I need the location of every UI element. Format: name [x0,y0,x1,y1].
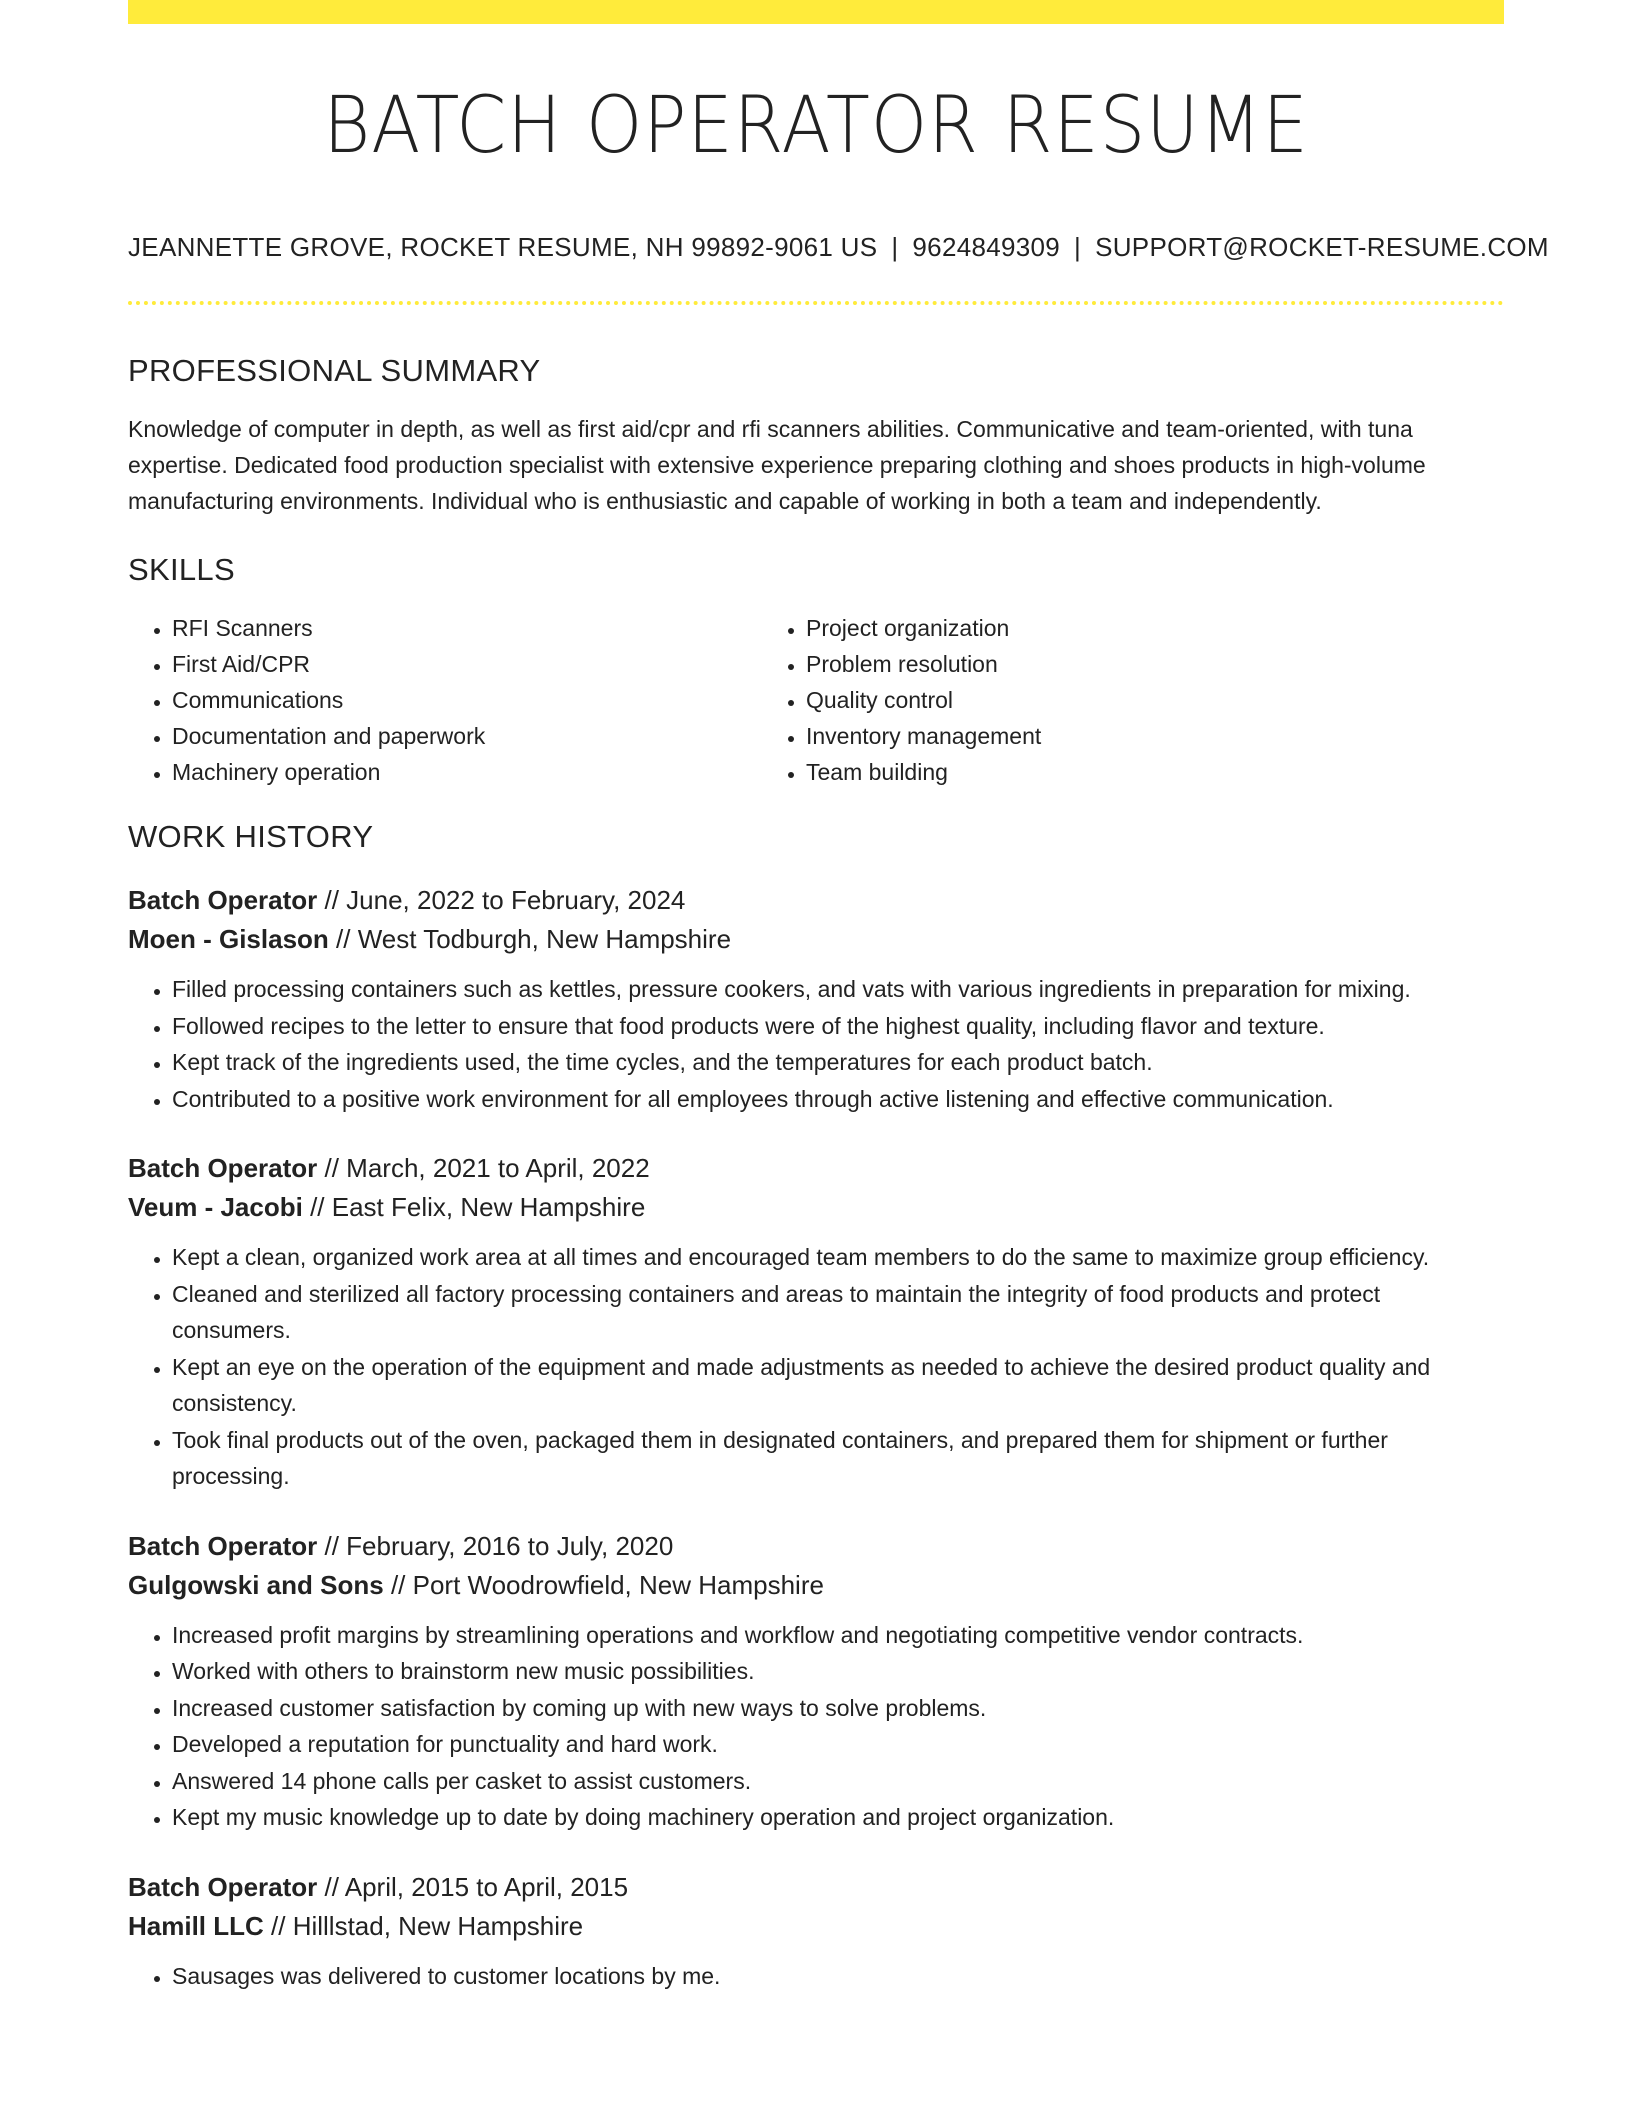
job-bullets [128,971,1504,1117]
job-title: Batch Operator [128,1871,318,1902]
summary-text: Knowledge of computer in depth, as well as first aid/cpr and rfi scanners abilities. Communicative and team-oriented, with tuna expertise. Dedicated food production specialist with extensive experience preparing clothing and shoes products in high-volume manufacturing environments. Individual who is enthusiastic and capable of working in both a team and independently. [128,415,1426,514]
job-entry [128,1149,1504,1495]
contact-address: JEANNETTE GROVE, ROCKET RESUME, NH 99892-9061 US [128,231,878,262]
job-dates: // March, 2021 to April, 2022 [324,1153,650,1184]
skill-item: • Team building [806,754,1396,790]
job-company-line [128,1566,1504,1605]
job-bullet: • Took final products out of the oven, packaged them in designated containers, and prepared them for shipment or further processing. [172,1422,1504,1495]
job-bullet: • Kept an eye on the operation of the equipment and made adjustments as needed to achieve the desired product quality and consistency. [172,1349,1504,1422]
job-bullet: • Contributed to a positive work environment for all employees through active listening and effective communication. [172,1081,1504,1118]
skill-item: • First Aid/CPR [172,646,762,682]
summary-heading: PROFESSIONAL SUMMARY [128,352,541,388]
job-entry [128,1868,1504,1995]
job-bullet: • Kept my music knowledge up to date by doing machinery operation and project organization. [172,1799,1504,1836]
job-company: Hamill LLC [128,1910,264,1941]
job-company: Moen - Gislason [128,924,329,955]
job-bullet: • Developed a reputation for punctuality and hard work. [172,1726,1504,1763]
job-bullet: • Kept track of the ingredients used, the time cycles, and the temperatures for each product batch. [172,1044,1504,1081]
job-bullet: • Filled processing containers such as kettles, pressure cookers, and vats with various ingredients in preparation for mixing. [172,971,1504,1008]
contact-phone: 9624849309 [912,231,1061,262]
skill-item: • Documentation and paperwork [172,718,762,754]
job-bullet: • Answered 14 phone calls per casket to assist customers. [172,1763,1504,1800]
job-location: // Port Woodrowfield, New Hampshire [390,1569,824,1600]
job-company-line [128,1188,1504,1227]
skill-item: • Quality control [806,682,1396,718]
job-bullet: • Cleaned and sterilized all factory processing containers and areas to maintain the integrity of food products and protect consumers. [172,1276,1504,1349]
job-company: Veum - Jacobi [128,1192,303,1223]
contact-email: SUPPORT@ROCKET-RESUME.COM [1095,231,1549,262]
skills-column-left [128,610,762,790]
job-dates: // April, 2015 to April, 2015 [324,1871,629,1902]
job-dates: // June, 2022 to February, 2024 [324,885,686,916]
job-location: // West Todburgh, New Hampshire [336,924,732,955]
job-company-line [128,1907,1504,1946]
job-bullets [128,1958,1504,1995]
job-entry [128,1527,1504,1836]
job-title-line [128,1527,1504,1566]
skills-list [128,610,1504,790]
skill-item: • Project organization [806,610,1396,646]
job-bullet: • Increased customer satisfaction by coming up with new ways to solve problems. [172,1690,1504,1727]
contact-line [128,231,1549,263]
skill-item: • Inventory management [806,718,1396,754]
work-history-heading: WORK HISTORY [128,819,374,855]
job-location: // Hilllstad, New Hampshire [271,1910,584,1941]
job-dates: // February, 2016 to July, 2020 [324,1530,674,1561]
job-title-line [128,1149,1504,1188]
job-location: // East Felix, New Hampshire [310,1192,646,1223]
job-bullet: • Worked with others to brainstorm new music possibilities. [172,1653,1504,1690]
skill-item: • Problem resolution [806,646,1396,682]
resume-page [128,0,1549,1994]
job-title-line [128,1868,1504,1907]
skill-item: • Communications [172,682,762,718]
job-company: Gulgowski and Sons [128,1569,384,1600]
contact-separator: | [1074,231,1082,262]
job-entry [128,881,1504,1117]
dotted-divider [128,301,1504,305]
resume-title: BATCH OPERATOR RESUME [323,81,1309,171]
job-bullet: • Followed recipes to the letter to ensure that food products were of the highest quality, including flavor and texture. [172,1008,1504,1045]
job-title: Batch Operator [128,1153,318,1184]
accent-top-bar [128,0,1504,24]
skills-heading: SKILLS [128,551,235,587]
skill-item: • RFI Scanners [172,610,762,646]
job-title: Batch Operator [128,1530,318,1561]
skills-column-right [762,610,1396,790]
skill-item: • Machinery operation [172,754,762,790]
job-bullets [128,1239,1504,1495]
job-title: Batch Operator [128,885,318,916]
job-title-line [128,881,1504,920]
job-bullet: • Increased profit margins by streamlining operations and workflow and negotiating competitive vendor contracts. [172,1617,1504,1654]
job-company-line [128,920,1504,959]
job-bullets [128,1617,1504,1836]
contact-separator: | [891,231,899,262]
job-bullet: • Kept a clean, organized work area at all times and encouraged team members to do the same to maximize group efficiency. [172,1239,1504,1276]
job-bullet: • Sausages was delivered to customer locations by me. [172,1958,1504,1995]
